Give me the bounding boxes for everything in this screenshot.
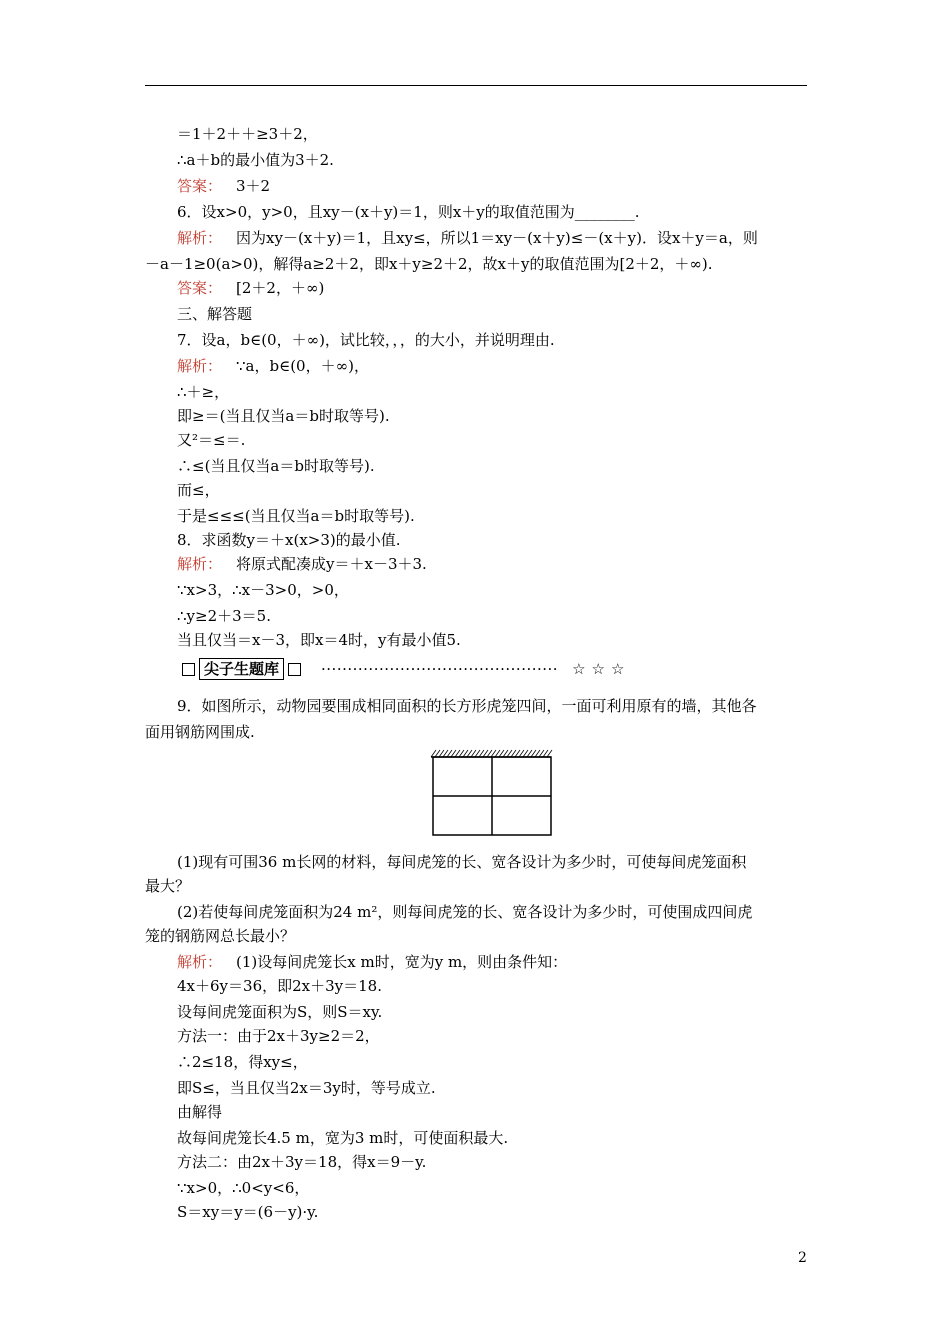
text-line: 于是≤≤≤(当且仅当a＝b时取等号). [177, 507, 415, 525]
text-line: 而≤， [177, 481, 220, 499]
text-line [177, 176, 270, 196]
text-line: (2)若使每间虎笼面积为24 m²，则每间虎笼的长、宽各设计为多少时，可使围成四间虎 [177, 903, 753, 921]
tiger-cage-figure [425, 744, 555, 838]
banner-title: 尖子生题库 [199, 658, 284, 680]
text-line: 即S≤，当且仅当2x＝3y时，等号成立. [177, 1079, 436, 1097]
banner-dots: ············································· [321, 660, 559, 678]
text-line: 方法二：由2x＋3y＝18，得x＝9－y. [177, 1153, 427, 1171]
text-line: 面用钢筋网围成. [145, 723, 255, 741]
checkbox-square-icon [182, 663, 195, 676]
answer-label: 解析： [177, 555, 223, 573]
text-line: ＝1＋2＋＋≥3＋2， [177, 125, 318, 143]
answer-label: 解析： [177, 357, 223, 375]
answer-label: 答案： [177, 177, 223, 195]
text-line: ∴y≥2＋3＝5. [177, 607, 271, 625]
text-line: －a－1≥0(a>0)，解得a≥2＋2，即x＋y≥2＋2，故x＋y的取值范围为[2＋2，＋∞). [145, 255, 713, 273]
section-banner [178, 657, 630, 681]
text-line: 设每间虎笼面积为S，则S＝xy. [177, 1003, 383, 1021]
text-line: ∴≤(当且仅当a＝b时取等号). [177, 457, 375, 475]
text-line: ∵x>0，∴0<y<6， [177, 1179, 310, 1197]
text-line: ∵x>3，∴x－3>0，>0， [177, 581, 349, 599]
text-line: 由解得 [177, 1103, 223, 1121]
text-line: ∴2≤18，得xy≤， [177, 1053, 308, 1071]
text-line: 方法一：由于2x＋3y≥2＝2， [177, 1027, 380, 1045]
answer-label: 解析： [177, 953, 223, 971]
text-line: 故每间虎笼长4.5 m，宽为3 m时，可使面积最大. [177, 1129, 509, 1147]
difficulty-stars-icon: ☆☆☆ [572, 660, 631, 678]
text-line: ∴a＋b的最小值为3＋2. [177, 151, 334, 169]
text-line: (1)现有可围36 m长网的材料，每间虎笼的长、宽各设计为多少时，可使每间虎笼面积 [177, 853, 747, 871]
text-line: 又²＝≤＝. [177, 431, 246, 449]
page-number: 2 [798, 1250, 807, 1266]
text-line: 7．设a，b∈(0，＋∞)，试比较，，，的大小，并说明理由. [177, 331, 555, 349]
text-line: 6．设x>0，y>0，且xy－(x＋y)＝1，则x＋y的取值范围为________. [177, 203, 640, 221]
text-line: ∴＋≥， [177, 383, 230, 401]
answer-text: (1)设每间虎笼长x m时，宽为y m，则由条件知： [236, 953, 568, 971]
text-line: S＝xy＝y＝(6－y)·y. [177, 1203, 319, 1221]
answer-label: 答案： [177, 279, 223, 297]
text-line: 当且仅当＝x－3，即x＝4时，y有最小值5. [177, 631, 461, 649]
answer-text: 因为xy－(x＋y)＝1，且xy≤，所以1＝xy－(x＋y)≤－(x＋y)．设x＋y＝a，则 [236, 229, 758, 247]
answer-text: 将原式配凑成y＝＋x－3＋3. [236, 555, 427, 573]
text-line [177, 228, 758, 248]
text-line: 最大？ [145, 877, 191, 895]
answer-text: ∵a，b∈(0，＋∞)， [236, 357, 369, 375]
text-line: 三、解答题 [177, 305, 253, 323]
answer-text: 3＋2 [236, 177, 271, 195]
text-line [177, 278, 324, 298]
text-line [177, 952, 567, 972]
text-line [177, 356, 369, 376]
answer-text: [2＋2，＋∞) [236, 279, 325, 297]
answer-label: 解析： [177, 229, 223, 247]
header-rule [145, 85, 807, 86]
text-line: 即≥＝(当且仅当a＝b时取等号). [177, 407, 390, 425]
text-line: 4x＋6y＝36，即2x＋3y＝18. [177, 977, 382, 995]
text-line: 8．求函数y＝＋x(x>3)的最小值. [177, 531, 401, 549]
checkbox-square-icon [288, 663, 301, 676]
text-line: 9．如图所示，动物园要围成相同面积的长方形虎笼四间，一面可利用原有的墙，其他各 [177, 697, 757, 715]
text-line [177, 554, 427, 574]
text-line: 笼的钢筋网总长最小？ [145, 927, 296, 945]
